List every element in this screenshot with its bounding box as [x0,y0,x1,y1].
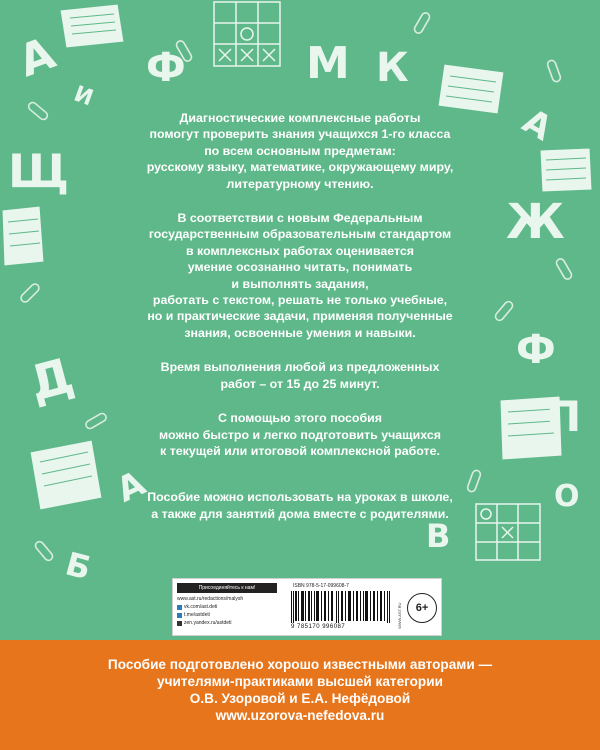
decor-letter: Ж [506,194,565,250]
social-link-vk[interactable] [177,604,217,610]
notebook-icon [2,206,44,266]
notebook-icon [60,4,124,48]
paragraph-prepare [120,410,480,459]
decor-letter: Д [23,347,80,413]
description-text [120,110,480,540]
decor-letter: Ф [146,45,186,91]
text-line: Диагностические комплексные работы [179,111,421,125]
publisher-website[interactable]: www.ast.ru/redactions/malysh [177,596,244,602]
decor-letter: П [546,392,582,441]
tic-tac-toe-grid-icon [214,2,280,66]
social-link-zen[interactable] [177,620,232,626]
text-line: Время выполнения любой из предложенных [160,360,440,375]
text-line: в комплексных работах оценивается [185,243,415,258]
text-line: учителями-практиками высшей категории [157,674,443,689]
authors-text [40,656,560,724]
decor-letter: Б [61,544,95,588]
authors-band [0,640,600,750]
text-line: О.В. Узоровой и Е.А. Нефёдовой [189,691,411,706]
social-link-text: vk.com/ast.deti [184,604,218,610]
decor-letter: В [426,517,451,555]
notebook-icon [438,64,504,114]
text-line: знания, освоенные умения и навыки. [184,325,416,340]
text-line: помогут проверить знания учащихся 1-го класса [149,127,451,142]
text-line: русскому языку, математике, окружающему миру, [146,160,454,175]
decor-letter: А [12,27,62,88]
barcode-digits: 9 785170 996087 [291,624,346,630]
isbn: ISBN 978-5-17-099608-7 [293,583,349,589]
social-link-text: t.me/astdeti [184,612,210,618]
age-rating-badge: 6+ [407,593,437,623]
text-line: государственным образовательным стандартом [148,227,452,242]
decor-letter: О [554,479,580,514]
zen-icon [177,621,182,626]
join-us-label: Присоединяйтесь к нам! [177,583,277,593]
text-line: Пособие можно использовать на уроках в школе, [147,490,453,505]
notebook-icon [540,148,592,192]
text-line: а также для занятий дома вместе с родителями. [151,506,449,521]
text-line: работ – от 15 до 25 минут. [220,376,380,391]
tic-tac-toe-grid-icon [476,504,540,560]
paragraph-standard [120,210,480,341]
social-link-text: zen.yandex.ru/astdeti [184,620,232,626]
decor-letter: А [515,101,559,149]
text-line: работать с текстом, решать не только учебные, [152,293,448,308]
decor-letter: Ф [516,327,556,373]
text-line: по всем основным предметам: [204,143,396,158]
telegram-icon [177,613,182,618]
paragraph-intro [120,110,480,192]
text-line: литературному чтению. [226,176,374,191]
text-line: но и практические задачи, применяя полученные [147,309,453,324]
text-line: и выполнять задания, [231,276,369,291]
decor-letter: К [376,45,409,91]
paragraph-usage [120,489,480,522]
text-line: умение осознанно читать, понимать [187,260,413,275]
barcode-icon [291,591,391,623]
paragraph-time [120,359,480,392]
notebook-icon [30,440,102,510]
vertical-site-text: WWW.AST.RU [397,602,402,629]
text-line: к текущей или итоговой комплексной работе. [160,443,440,458]
barcode-panel [172,578,442,636]
text-line: можно быстро и легко подготовить учащихся [159,427,441,442]
authors-website[interactable]: www.uzorova-nefedova.ru [215,708,385,723]
decor-letter: А [110,463,152,511]
decor-letter: Щ [8,144,69,198]
text-line: С помощью этого пособия [218,411,382,426]
decor-letter: М [306,38,350,89]
text-line: В соответствии с новым Федеральным [177,211,423,226]
decor-letter: И [70,81,97,112]
vk-icon [177,605,182,610]
social-link-telegram[interactable] [177,612,210,618]
text-line: Пособие подготовлено хорошо известными авторами — [107,657,493,672]
